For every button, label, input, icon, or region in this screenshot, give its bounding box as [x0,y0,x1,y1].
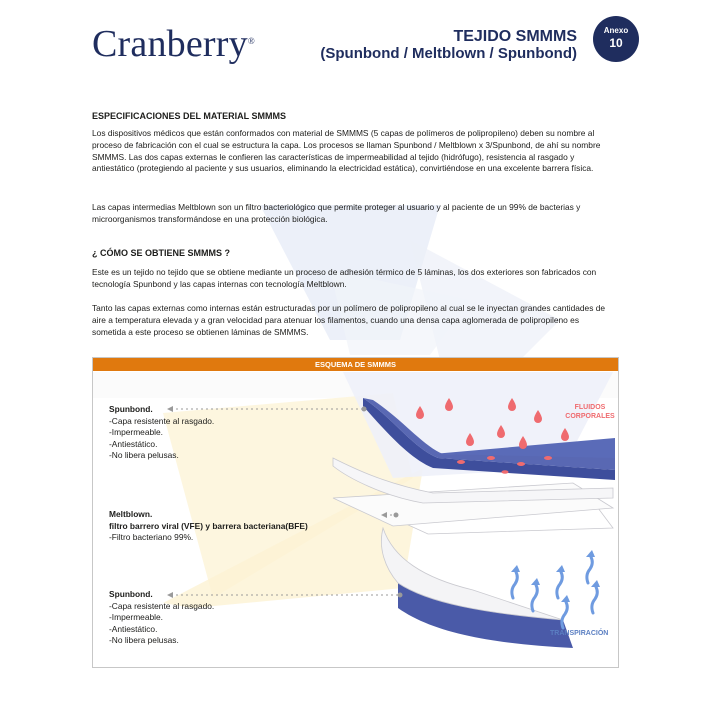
transpiration-label: TRANSPIRACIÓN [550,630,609,637]
diagram-title: ESQUEMA DE SMMMS [93,358,618,371]
bottom-item-3: -Antiestático. [109,623,158,634]
spec-paragraph-2: Las capas intermedias Meltblown son un filtro bacteriológico que permite proteger al usuario y al paciente de un 99% de bacterias y microorganismos transformándose en una protección biológica. [92,202,581,224]
spec-paragraph-1: Los dispositivos médicos que están conformados con material de SMMMS (5 capas de polímeros de polipropileno) deben su nombre al proceso de fabricación con el cual se estructura la capa. Los procesos se llaman Spunbond / Meltblown x 3/Spunbond, de ahí su nombre SMMMS. Las dos capas externas le confieren las características de impermeabilidad al tejido (hidrófugo), resistencia al rasgado y antiestático (protegiendo al paciente y sus usuarios, eliminando la electricidad estática), convirtiéndose en una excelente barrera física. [92,128,601,174]
meltblown-name: Meltblown. [109,509,153,519]
top-item-4: -No libera pelusas. [109,450,179,460]
bottom-spunbond-label [109,589,214,647]
meltblown-item-1: -Filtro bacteriano 99%. [109,532,194,542]
top-item-2: -Impermeable. [109,427,163,437]
title-line-1: TEJIDO SMMMS [453,28,577,45]
how-paragraph-2: Tanto las capas externas como internas están estructuradas por un polímero de polipropileno al cual se le inyectan grandes cantidades de aire a temperatura elevada y a gran velocidad para atenuar los filamentos, cuando una densa capa aglomerada de polipropileno es sometida a este proceso se obtienen láminas de SMMMS. [92,303,606,337]
bottom-spunbond-name: Spunbond. [109,589,153,599]
how-paragraph-1: Este es un tejido no tejido que se obtiene mediante un proceso de adhesión térmico de 5 láminas, los dos exteriores son fabricados con tecnología Spunbond y las capas internas con tecnología Meltblown. [92,267,597,289]
annex-number: 10 [609,36,623,50]
smmms-diagram [92,357,619,668]
spec-heading: ESPECIFICACIONES DEL MATERIAL SMMMS [92,111,287,121]
fluids-label [565,403,615,421]
top-spunbond-name: Spunbond. [109,404,153,414]
bottom-item-4: -No libera pelusas. [109,635,179,645]
title-line-2: (Spunbond / Meltblown / Spunbond) [320,45,577,62]
bottom-item-2: -Impermeable. [109,612,163,622]
top-spunbond-label [109,404,214,462]
logo-text: Cranberry [92,23,248,65]
bottom-item-1: -Capa resistente al rasgado. [109,600,215,611]
meltblown-label [109,509,308,544]
meltblown-subtitle: filtro barrero viral (VFE) y barrera bacteriana(BFE) [109,520,308,531]
fluids-line-2: CORPORALES [565,413,615,420]
top-item-3: -Antiestático. [109,438,158,449]
top-item-1: -Capa resistente al rasgado. [109,415,215,426]
annex-label: Anexo [603,26,629,35]
how-heading: ¿ CÓMO SE OBTIENE SMMMS ? [92,248,231,258]
fluids-line-1: FLUIDOS [574,404,606,411]
registered-mark: ® [247,36,255,46]
